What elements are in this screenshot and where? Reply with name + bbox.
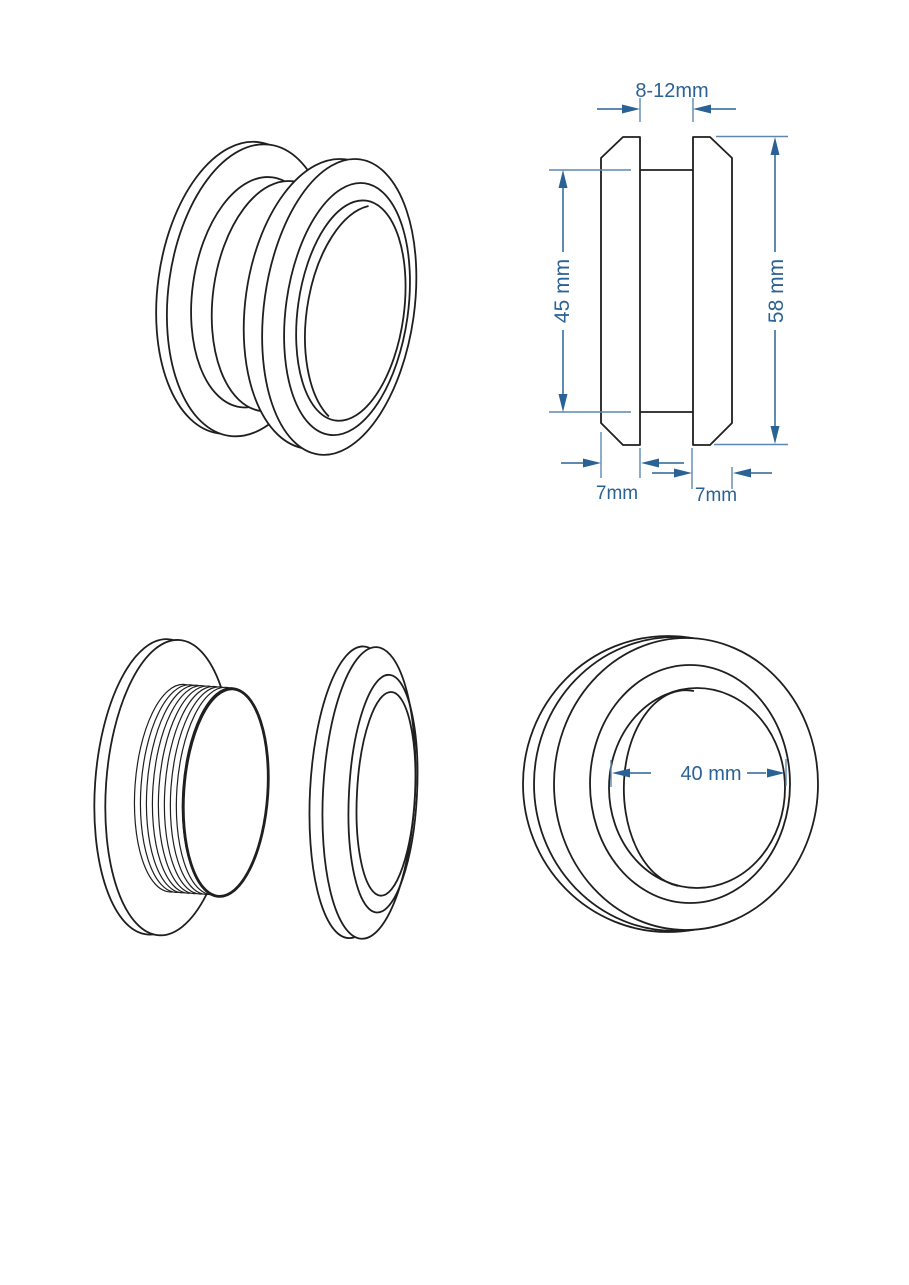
groove-width-label: 8-12mm xyxy=(635,80,709,102)
front-flange-thickness-label: 7mm xyxy=(694,485,738,506)
hole-diameter-label: 40 mm xyxy=(680,763,742,785)
section-view xyxy=(549,80,788,506)
isometric-assembled-view xyxy=(137,131,434,465)
arrowhead-up xyxy=(771,137,780,155)
outer-diameter-label: 58 mm xyxy=(765,258,788,324)
body-diameter-label: 45 mm xyxy=(551,258,574,324)
arrowhead-left xyxy=(641,459,659,468)
front-view xyxy=(523,636,818,932)
arrowhead-right xyxy=(674,469,692,478)
arrowhead-left xyxy=(693,105,711,114)
back-flange-thickness-label: 7mm xyxy=(595,483,639,504)
threaded-insert-part xyxy=(85,635,278,942)
arrowhead-left xyxy=(733,469,751,478)
ring-nut-part xyxy=(302,644,424,941)
arrowhead-down xyxy=(559,394,568,412)
exploded-view xyxy=(85,635,425,942)
arrowhead-down xyxy=(771,426,780,444)
dimension-groove-width xyxy=(597,80,736,122)
section-front-flange xyxy=(693,137,732,445)
arrowhead-right xyxy=(583,459,601,468)
finger-hole-circle xyxy=(609,688,785,888)
dimension-front-flange-thickness xyxy=(652,448,772,506)
arrowhead-right xyxy=(622,105,640,114)
section-back-flange xyxy=(601,137,640,445)
arrowhead-up xyxy=(559,170,568,188)
